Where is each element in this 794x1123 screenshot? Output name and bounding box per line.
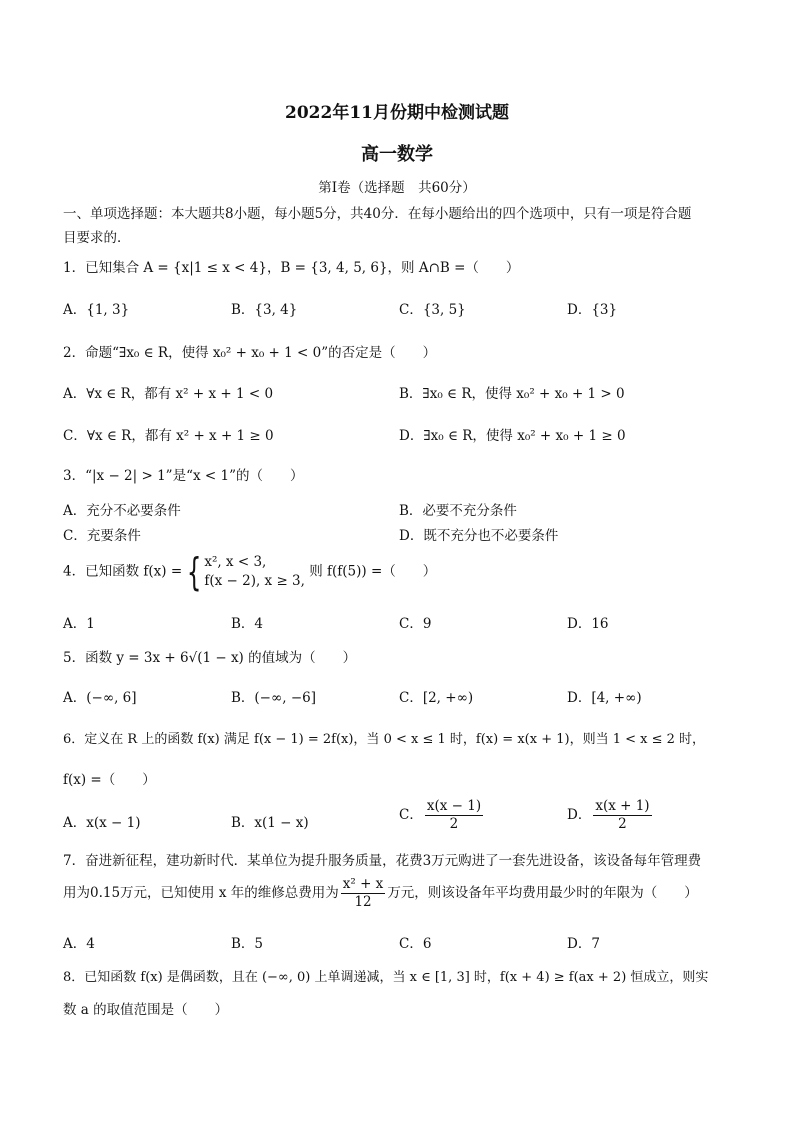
question-4-option-d[interactable]: D．16 — [567, 616, 609, 632]
question-4-stem-prefix: 4．已知函数 f(x) = — [63, 563, 183, 580]
piecewise-cases — [204, 553, 305, 591]
question-4-stem-suffix: 则 f(f(5)) =（ ） — [309, 563, 437, 580]
option-d-label: D． — [567, 807, 592, 823]
page-subtitle: 高一数学 — [361, 144, 433, 165]
question-8-stem-line-2: 数 a 的取值范围是（ ） — [63, 1002, 229, 1018]
question-5-option-a[interactable]: A．(−∞, 6] — [63, 690, 137, 706]
question-7-option-c[interactable]: C．6 — [399, 936, 432, 952]
intro-line-2: 目要求的． — [63, 230, 131, 246]
question-5-option-c[interactable]: C．[2, +∞) — [399, 690, 474, 706]
question-3-option-d[interactable]: D．既不充分也不必要条件 — [399, 528, 559, 544]
question-5-option-b[interactable]: B．(−∞, −6] — [231, 690, 316, 706]
question-2-stem: 2．命题“∃x₀ ∈ R，使得 x₀² + x₀ + 1 < 0”的否定是（ ） — [63, 345, 437, 361]
fraction-maintenance-denominator: 12 — [354, 894, 372, 910]
question-1-stem: 1．已知集合 A = {x|1 ≤ x < 4}，B = {3, 4, 5, 6}，则 A∩B =（ ） — [63, 260, 520, 276]
question-5-option-d[interactable]: D．[4, +∞) — [567, 690, 642, 706]
question-2-option-d[interactable]: D．∃x₀ ∈ R，使得 x₀² + x₀ + 1 ≥ 0 — [399, 428, 626, 444]
question-5-stem: 5．函数 y = 3x + 6√(1 − x) 的值域为（ ） — [63, 650, 357, 666]
case-1: x², x < 3, — [204, 554, 267, 570]
question-3-option-a[interactable]: A．充分不必要条件 — [63, 503, 181, 519]
fraction-c-denominator: 2 — [449, 816, 459, 832]
question-3-stem: 3．“|x − 2| > 1”是“x < 1”的（ ） — [63, 468, 304, 484]
question-6-option-d[interactable] — [567, 798, 654, 833]
question-7-option-a[interactable]: A．4 — [63, 936, 95, 952]
question-2-option-c[interactable]: C．∀x ∈ R，都有 x² + x + 1 ≥ 0 — [63, 428, 274, 444]
question-1-option-d[interactable]: D．{3} — [567, 302, 618, 318]
question-3-option-c[interactable]: C．充要条件 — [63, 528, 141, 544]
question-7-stem-line-2-post: 万元，则该设备年平均费用最少时的年限为（ ） — [387, 885, 698, 901]
fraction-maintenance — [341, 876, 386, 911]
question-4-option-a[interactable]: A．1 — [63, 616, 95, 632]
page-title: 2022年11月份期中检测试题 — [285, 103, 509, 123]
question-3-option-b[interactable]: B．必要不充分条件 — [399, 503, 517, 519]
fraction-maintenance-numerator: x² + x — [342, 876, 384, 892]
section-heading: 第Ⅰ卷（选择题 共60分） — [318, 180, 476, 196]
question-7-option-d[interactable]: D．7 — [567, 936, 600, 952]
question-6-option-b[interactable]: B．x(1 − x) — [231, 815, 309, 831]
question-4-option-c[interactable]: C．9 — [399, 616, 432, 632]
question-7-stem: 7．奋进新征程，建功新时代．某单位为提升服务质量，花费3万元购进了一套先进设备，该设备每年管理费 — [63, 853, 702, 869]
question-8-stem: 8．已知函数 f(x) 是偶函数，且在 (−∞, 0) 上单调递减，当 x ∈ [1, 3] 时，f(x + 4) ≥ f(ax + 2) 恒成立，则实 — [63, 970, 709, 985]
question-2-option-b[interactable]: B．∃x₀ ∈ R，使得 x₀² + x₀ + 1 > 0 — [399, 386, 625, 402]
question-6-option-c[interactable] — [399, 798, 485, 833]
question-4-option-b[interactable]: B．4 — [231, 616, 264, 632]
option-c-label: C． — [399, 807, 423, 823]
fraction-d-numerator: x(x + 1) — [595, 798, 650, 814]
fraction-c-numerator: x(x − 1) — [426, 798, 482, 814]
question-1-option-c[interactable]: C．{3, 5} — [399, 302, 466, 318]
question-4-stem — [63, 550, 437, 594]
question-1-option-b[interactable]: B．{3, 4} — [231, 302, 298, 318]
question-6-stem-line-2: f(x) =（ ） — [63, 772, 156, 788]
fraction-d-denominator: 2 — [618, 816, 627, 832]
question-2-option-a[interactable]: A．∀x ∈ R，都有 x² + x + 1 < 0 — [63, 386, 274, 402]
fraction-d — [593, 798, 651, 833]
question-7-stem-line-2-pre: 用为0.15万元，已知使用 x 年的维修总费用为 — [63, 885, 339, 901]
question-1-option-a[interactable]: A．{1, 3} — [63, 302, 130, 318]
question-6-stem: 6．定义在 R 上的函数 f(x) 满足 f(x − 1) = 2f(x)，当 0 < x ≤ 1 时，f(x) = x(x + 1)，则当 1 < x ≤ 2 时， — [63, 732, 706, 747]
question-6-option-a[interactable]: A．x(x − 1) — [63, 815, 141, 831]
left-brace: { — [186, 550, 202, 594]
question-7-option-b[interactable]: B．5 — [231, 936, 264, 952]
question-7-stem-line-2 — [63, 876, 698, 911]
intro-line-1: 一、单项选择题：本大题共8小题，每小题5分，共40分．在每小题给出的四个选项中，只有一项是符合题 — [63, 206, 692, 222]
case-2: f(x − 2), x ≥ 3, — [204, 573, 305, 589]
fraction-c — [425, 798, 483, 833]
